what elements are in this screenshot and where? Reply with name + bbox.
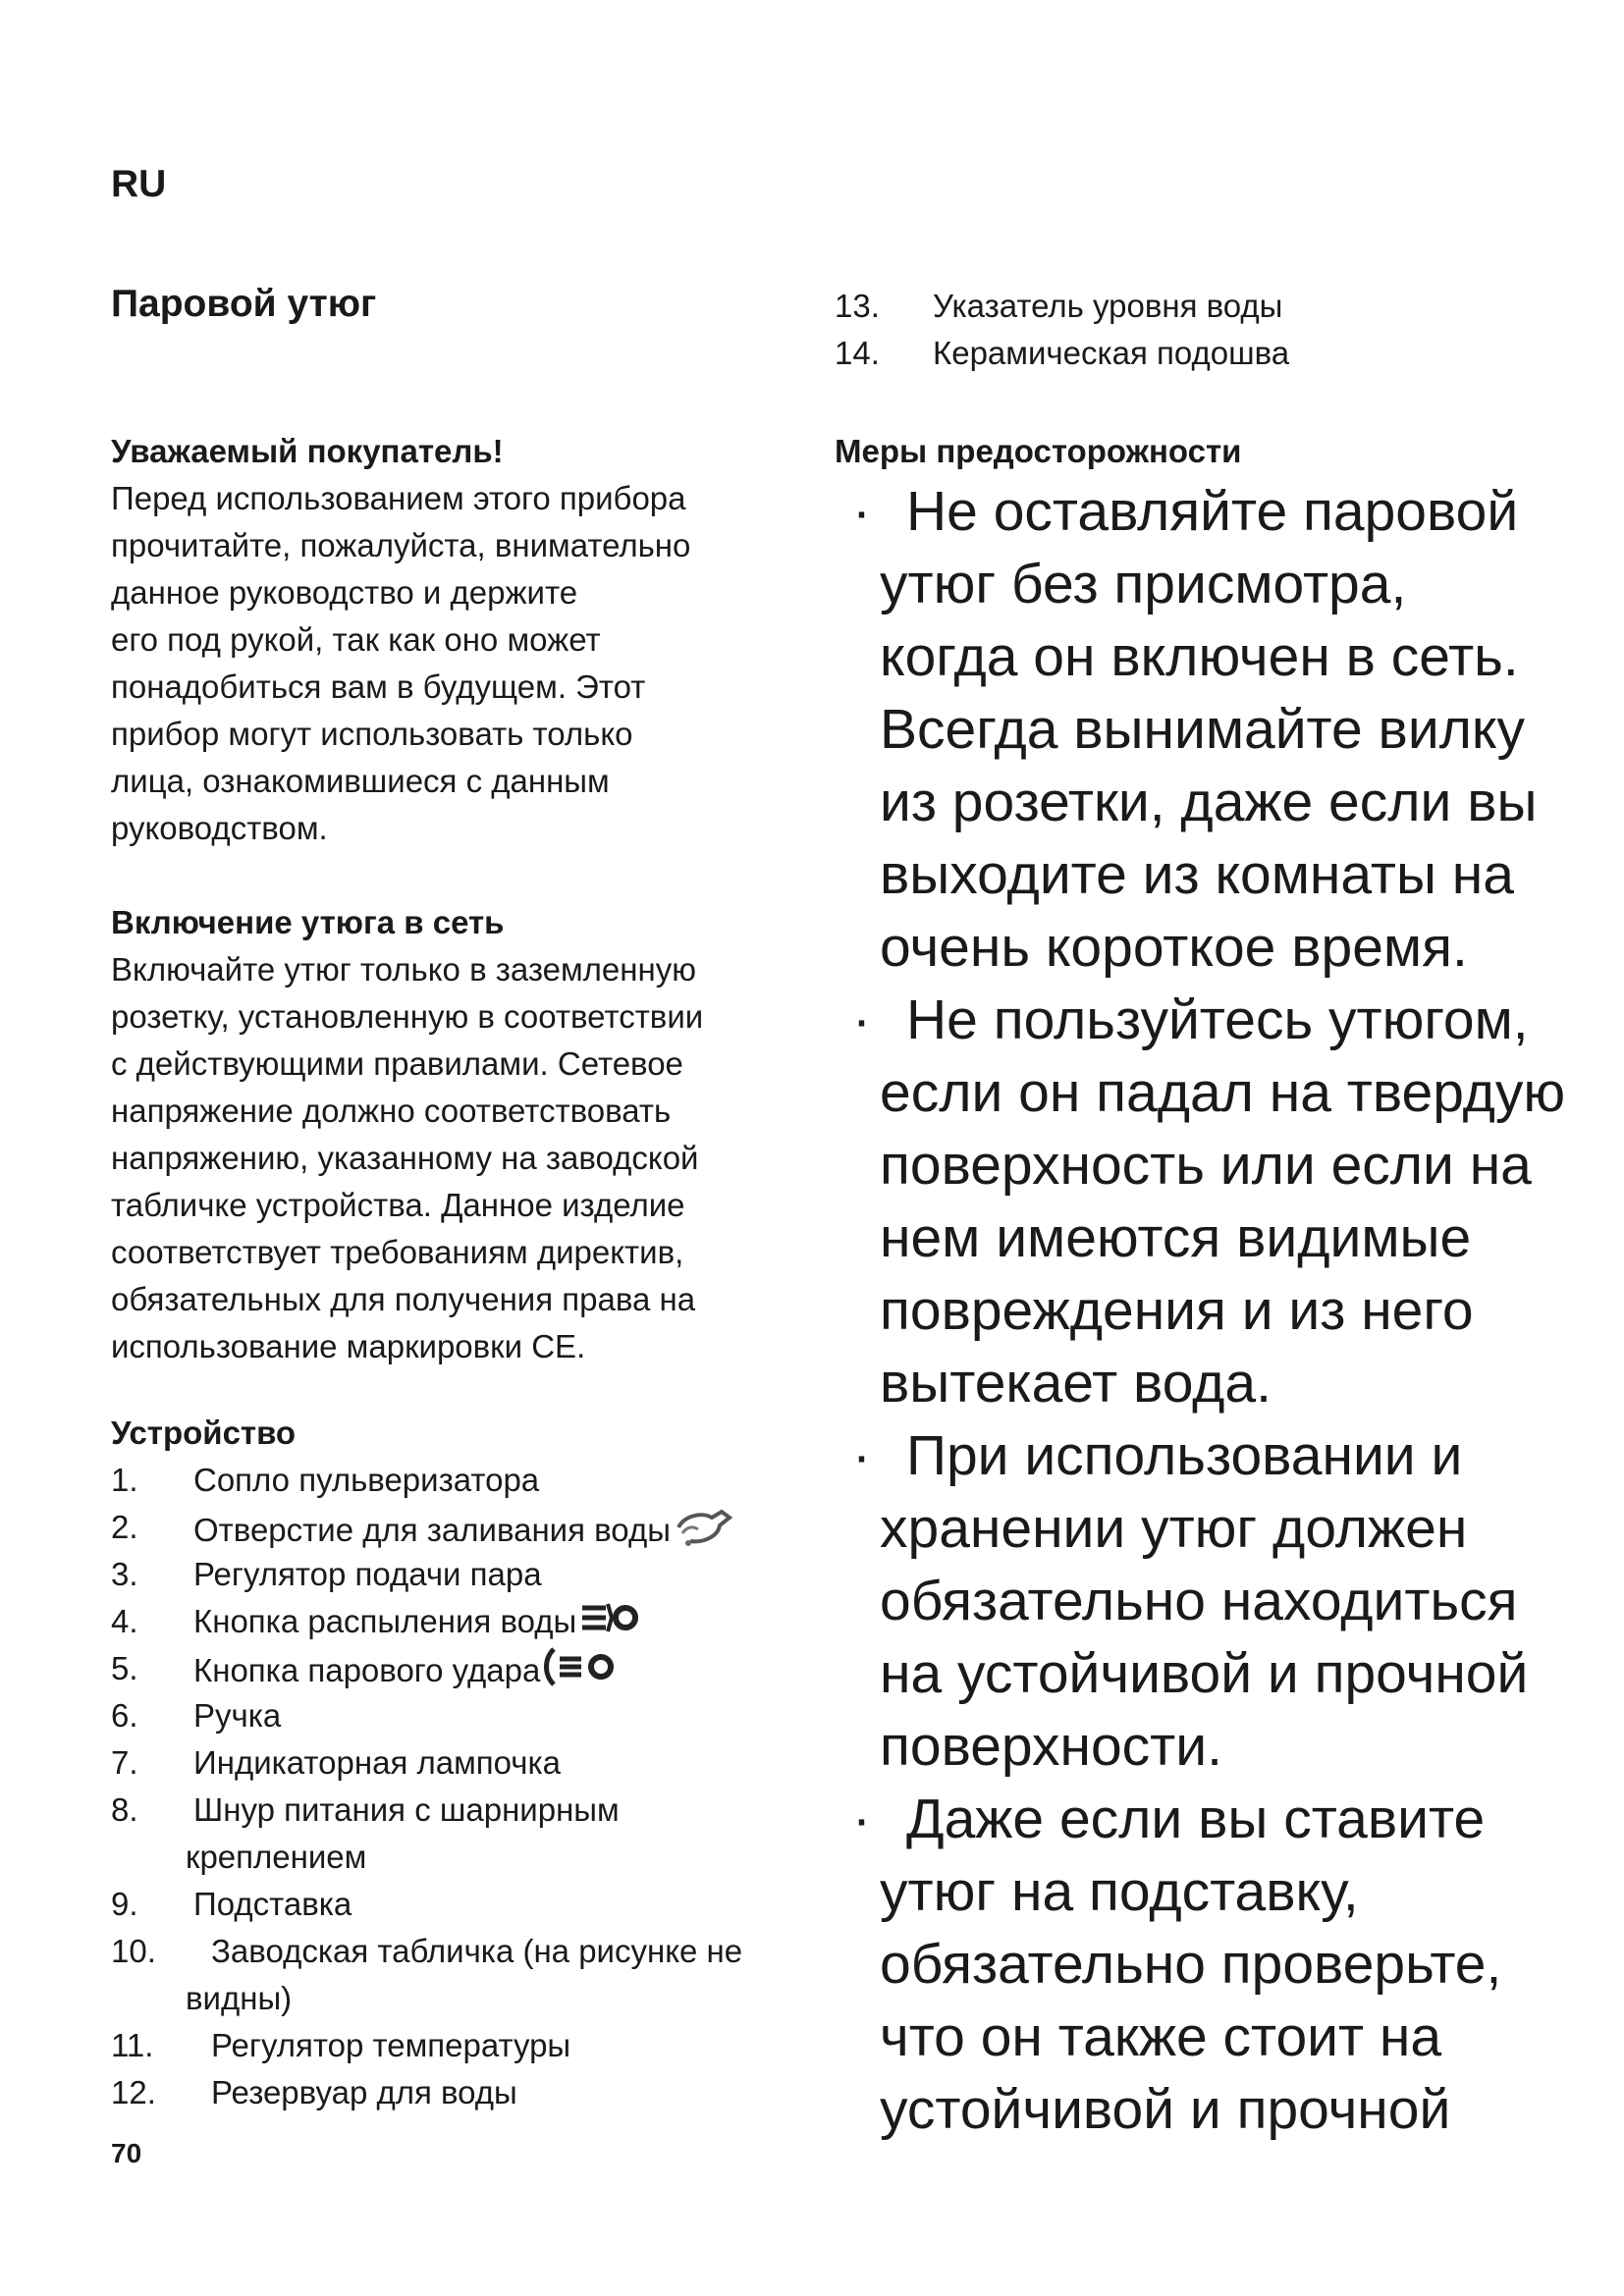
item-number: 2. <box>111 1509 138 1545</box>
precaution-line: выходите из комнаты на <box>880 843 1514 906</box>
precaution-line: поверхности. <box>880 1715 1222 1778</box>
intro-line: прочитайте, пожалуйста, внимательно <box>111 527 691 563</box>
language-code: RU <box>111 163 167 205</box>
intro-body <box>111 475 798 852</box>
spray-icon <box>578 1598 639 1650</box>
item-text: Кнопка распыления воды <box>193 1603 577 1640</box>
item-text: Кнопка парового удара <box>193 1652 541 1689</box>
power-line: обязательных для получения права на <box>111 1281 696 1317</box>
power-line: Включайте утюг только в заземленную <box>111 951 696 988</box>
power-line: соответствует требованиям директив, <box>111 1234 684 1270</box>
item-text: Заводская табличка (на рисунке не <box>211 1933 743 1969</box>
power-line: напряжению, указанному на заводской <box>111 1140 699 1176</box>
item-text: Подставка <box>193 1886 352 1922</box>
bullet-icon: · <box>852 1424 871 1487</box>
precaution-line: утюг на подставку, <box>880 1860 1359 1923</box>
item-text: Сопло пульверизатора <box>193 1462 540 1498</box>
intro-line: его под рукой, так как оно может <box>111 621 601 658</box>
intro-line: руководством. <box>111 810 328 846</box>
intro-section <box>111 428 798 852</box>
item-number: 5. <box>111 1650 138 1686</box>
precaution-line: При использовании и <box>906 1424 1463 1487</box>
precaution-line: обязательно находиться <box>880 1570 1518 1632</box>
precaution-line: Не пользуйтесь утюгом, <box>906 988 1529 1051</box>
item-number: 9. <box>111 1886 138 1922</box>
precaution-line: если он падал на твердую <box>880 1061 1566 1124</box>
item-number: 1. <box>111 1462 138 1498</box>
item-number: 7. <box>111 1744 138 1781</box>
item-number: 4. <box>111 1603 138 1639</box>
page-title: Паровой утюг <box>111 283 377 325</box>
item-text: Ручка <box>193 1697 282 1734</box>
precaution-line: Всегда вынимайте вилку <box>880 698 1526 761</box>
precaution-line: обязательно проверьте, <box>880 1933 1502 1996</box>
precaution-line: когда он включен в сеть. <box>880 625 1519 688</box>
precaution-line: на устойчивой и прочной <box>880 1642 1529 1705</box>
intro-line: лица, ознакомившиеся с данным <box>111 763 610 799</box>
power-line: с действующими правилами. Сетевое <box>111 1045 683 1082</box>
precaution-line: утюг без присмотра, <box>880 553 1407 615</box>
precautions-heading: Меры предосторожности <box>835 433 1242 469</box>
intro-line: данное руководство и держите <box>111 574 578 611</box>
intro-heading: Уважаемый покупатель! <box>111 433 504 469</box>
item-text: Керамическая подошва <box>933 335 1290 371</box>
device-heading: Устройство <box>111 1415 297 1451</box>
item-text: Индикаторная лампочка <box>193 1744 561 1781</box>
item-number: 8. <box>111 1791 138 1828</box>
precaution-line: Даже если вы ставите <box>906 1788 1486 1850</box>
item-text: Регулятор подачи пара <box>193 1556 542 1592</box>
precaution-line: повреждения и из него <box>880 1279 1474 1342</box>
item-number: 13. <box>835 288 880 324</box>
item-number: 14. <box>835 335 880 371</box>
bullet-icon: · <box>852 988 871 1051</box>
precaution-line: хранении утюг должен <box>880 1497 1468 1560</box>
item-text: Регулятор температуры <box>211 2027 571 2063</box>
item-number: 12. <box>111 2074 156 2110</box>
steam-burst-icon <box>542 1645 617 1701</box>
item-number: 3. <box>111 1556 138 1592</box>
precaution-line: очень короткое время. <box>880 916 1468 979</box>
item-number: 10. <box>111 1933 156 1969</box>
item-text: Отверстие для заливания воды <box>193 1512 671 1549</box>
item-number: 6. <box>111 1697 138 1734</box>
bullet-icon: · <box>852 1788 871 1850</box>
precaution-line: вытекает вода. <box>880 1352 1272 1415</box>
water-fill-icon <box>673 1504 733 1562</box>
item-text: Резервуар для воды <box>211 2074 517 2110</box>
item-text: Шнур питания с шарнирным <box>193 1791 620 1828</box>
power-heading: Включение утюга в сеть <box>111 904 505 940</box>
power-line: табличке устройства. Данное изделие <box>111 1187 685 1223</box>
precaution-line: что он также стоит на <box>880 2005 1442 2068</box>
precaution-line: из розетки, даже если вы <box>880 771 1538 833</box>
power-line: напряжение должно соответствовать <box>111 1093 672 1129</box>
power-line: розетку, установленную в соответствии <box>111 998 704 1035</box>
item-text: Указатель уровня воды <box>933 288 1283 324</box>
list-item-continuation: креплением <box>186 1839 367 1875</box>
item-number: 11. <box>111 2027 154 2063</box>
list-item-continuation: видны) <box>186 1980 293 2016</box>
power-body <box>111 946 798 1370</box>
bullet-icon: · <box>852 480 871 543</box>
page-number: 70 <box>111 2138 142 2168</box>
power-line: использование маркировки CE. <box>111 1328 586 1364</box>
precaution-line: нем имеются видимые <box>880 1206 1472 1269</box>
intro-line: Перед использованием этого прибора <box>111 480 686 516</box>
intro-line: прибор могут использовать только <box>111 716 633 752</box>
precaution-line: устойчивой и прочной <box>880 2078 1451 2141</box>
precaution-line: Не оставляйте паровой <box>906 480 1519 543</box>
precaution-line: поверхность или если на <box>880 1134 1532 1197</box>
intro-line: понадобиться вам в будущем. Этот <box>111 668 646 705</box>
power-section <box>111 899 798 1370</box>
